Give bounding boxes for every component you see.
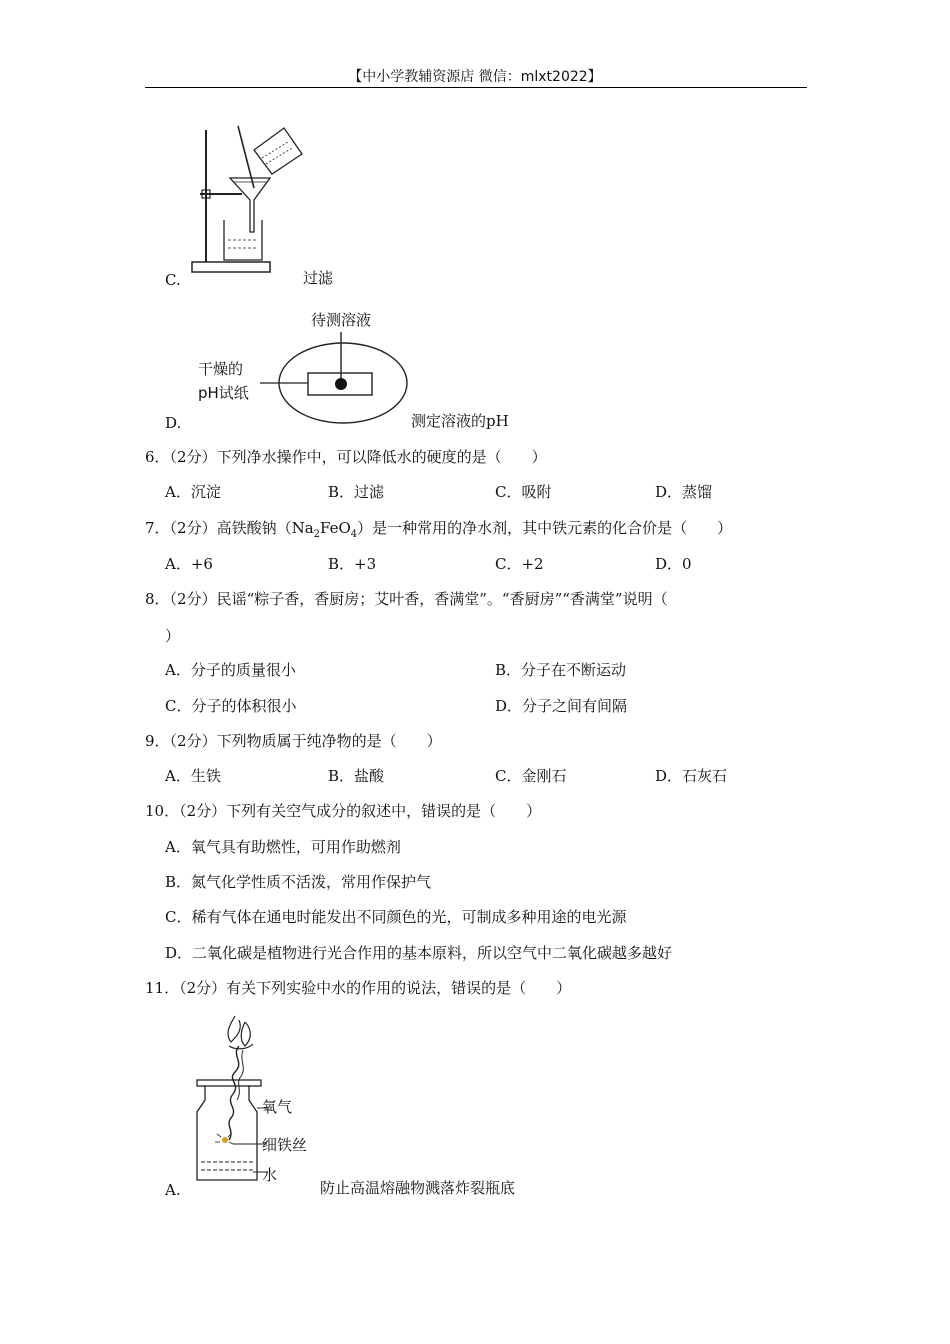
q9-option-d: D．石灰石 [655,767,728,785]
ph-label-test-solution: 待测溶液 [311,311,372,329]
q7-option-b: B．+3 [328,555,377,573]
label-water: 水 [262,1166,278,1184]
label-iron-wire: 细铁丝 [262,1136,308,1154]
q8-option-a: A．分子的质量很小 [165,661,296,679]
q6-option-a: A．沉淀 [165,483,221,501]
q10-option-c: C．稀有气体在通电时能发出不同颜色的光，可制成多种用途的电光源 [165,908,627,926]
iron-burning-caption: 防止高温熔融物溅落炸裂瓶底 [320,1179,516,1197]
q6-option-c: C．吸附 [495,483,552,501]
q7-option-c: C．+2 [495,555,544,573]
filtration-apparatus-figure [188,122,308,282]
q7-option-a: A．+6 [165,555,213,573]
q10-option-b: B．氮气化学性质不活泼，常用作保护气 [165,873,432,891]
q7-stem-mid: FeO [320,519,351,537]
q7-sub-2: 4 [350,529,358,540]
page-header: 【中小学教辅资源店 微信：mlxt2022】 [348,69,602,85]
label-oxygen: 氧气 [262,1098,293,1116]
q7-stem-pre: 7．（2分）高铁酸钠（Na [145,519,314,537]
ph-test-figure [250,330,410,430]
q6-option-b: B．过滤 [328,483,385,501]
q8-stem-cont: ） [165,627,181,645]
q6-stem: 6．（2分）下列净水操作中，可以降低水的硬度的是（ ） [145,448,547,466]
q11-stem: 11．（2分）有关下列实验中水的作用的说法，错误的是（ ） [145,979,572,997]
ph-label-dry-2: pH试纸 [198,384,249,402]
q8-option-d: D．分子之间有间隔 [495,697,628,715]
header-rule [145,87,807,88]
q8-stem: 8．（2分）民谣“粽子香，香厨房；艾叶香，香满堂”。“香厨房”“香满堂”说明（ [145,590,668,608]
q8-option-c: C．分子的体积很小 [165,697,297,715]
option-letter-a: A. [165,1181,181,1199]
option-letter-d: D. [165,414,182,432]
q8-option-b: B．分子在不断运动 [495,661,627,679]
q10-option-d: D．二氧化碳是植物进行光合作用的基本原料，所以空气中二氧化碳越多越好 [165,944,673,962]
q7-sub-1: 2 [313,529,321,540]
ph-caption: 测定溶液的pH [411,412,509,430]
q10-stem: 10．（2分）下列有关空气成分的叙述中，错误的是（ ） [145,802,542,820]
filtration-caption: 过滤 [303,269,334,287]
q7-stem [145,518,732,545]
ph-label-dry-1: 干燥的 [198,360,244,378]
q9-option-c: C．金刚石 [495,767,567,785]
q9-option-a: A．生铁 [165,767,221,785]
q7-option-d: D．0 [655,555,692,573]
q10-option-a: A．氧气具有助燃性，可用作助燃剂 [165,838,401,856]
q7-stem-post: ）是一种常用的净水剂，其中铁元素的化合价是（ ） [357,519,733,537]
q9-stem: 9．（2分）下列物质属于纯净物的是（ ） [145,732,442,750]
option-letter-c: C. [165,271,181,289]
q6-option-d: D．蒸馏 [655,483,713,501]
q9-option-b: B．盐酸 [328,767,385,785]
